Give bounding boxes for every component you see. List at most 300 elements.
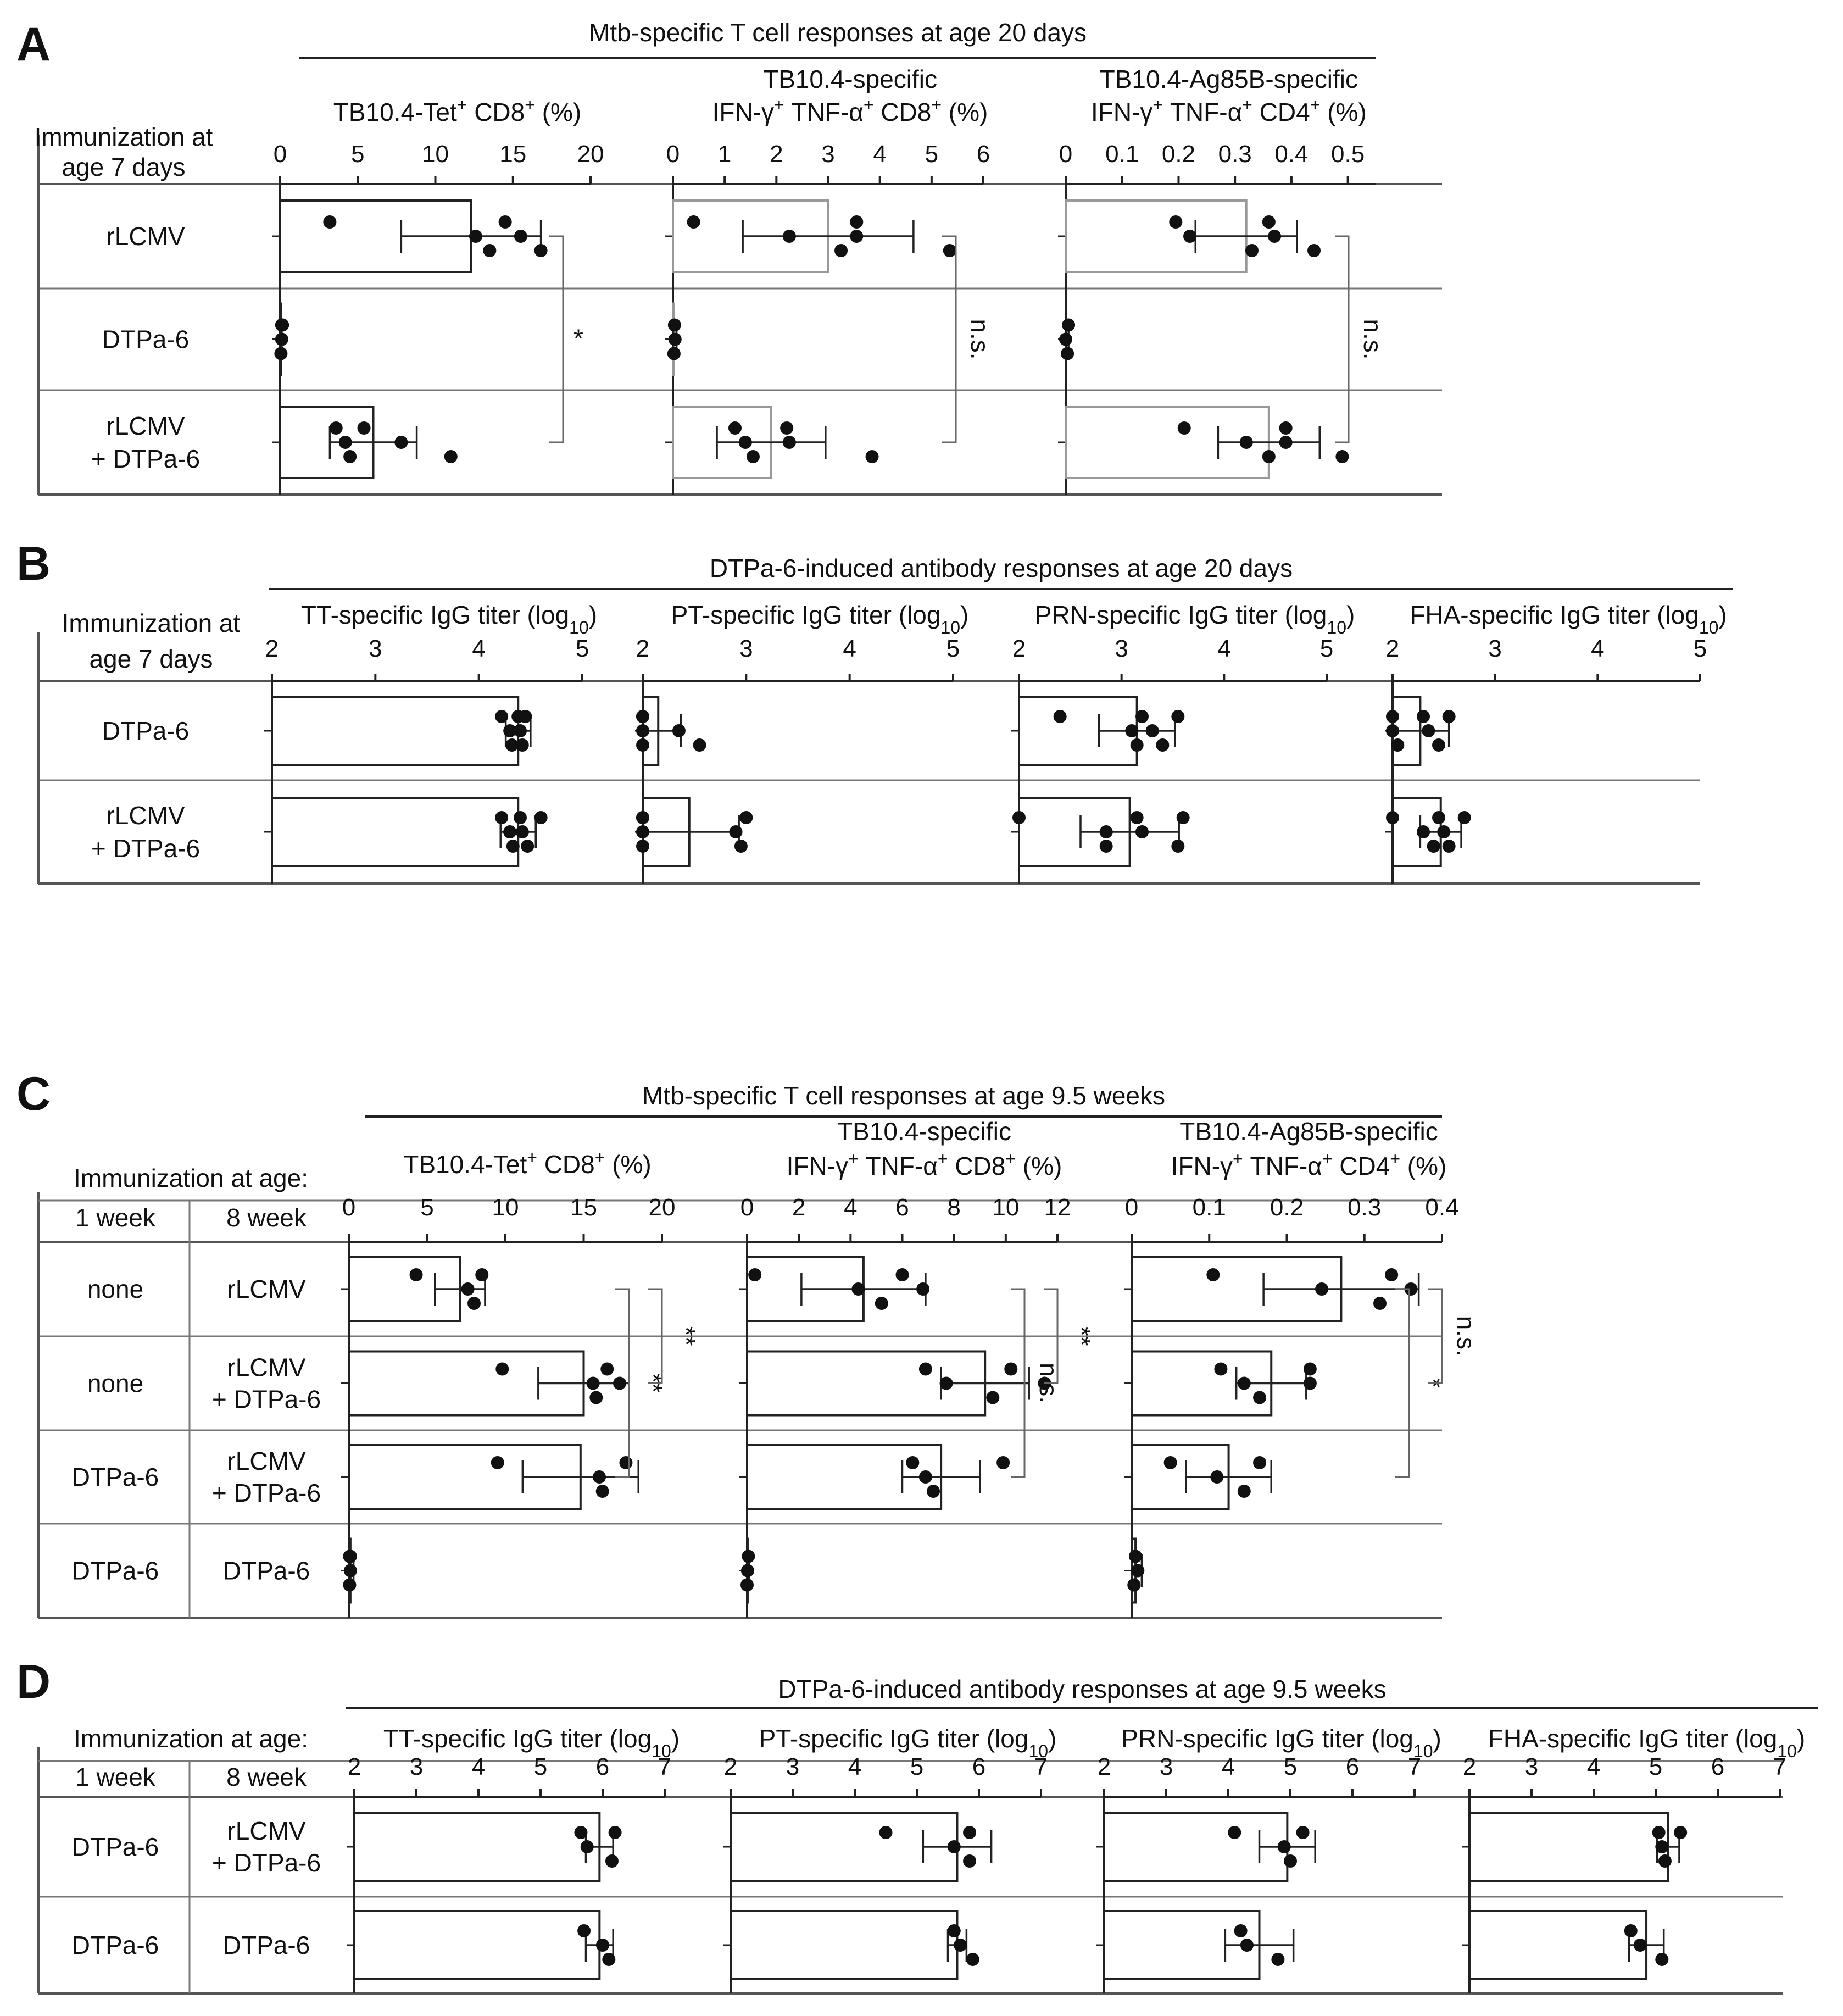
data-point <box>747 450 760 463</box>
x-tick-label: 5 <box>946 635 960 662</box>
data-point <box>672 724 686 737</box>
data-point <box>636 738 649 752</box>
label-superscript: + <box>456 95 467 115</box>
data-point <box>739 811 753 824</box>
col-header-2: 8 week <box>226 1763 307 1791</box>
data-point <box>669 333 682 346</box>
label-subscript: 10 <box>569 618 589 637</box>
data-point <box>1304 1363 1317 1376</box>
data-point <box>748 1268 761 1281</box>
data-point <box>1658 1854 1672 1868</box>
label-fragment: TB10.4-specific <box>762 65 938 93</box>
label-subscript: 10 <box>940 618 961 637</box>
x-tick-label: 15 <box>570 1194 597 1221</box>
label-fragment: (%) <box>1016 1152 1062 1180</box>
data-point <box>1127 1579 1140 1592</box>
x-tick-label: 0.5 <box>1331 141 1365 168</box>
label-subscript: 10 <box>1699 618 1719 637</box>
x-tick-label: 8 <box>947 1194 961 1221</box>
data-point <box>503 825 516 838</box>
x-tick-label: 3 <box>409 1753 424 1780</box>
data-point <box>581 1840 594 1853</box>
data-point <box>687 215 700 229</box>
label-superscript: + <box>1242 95 1252 115</box>
data-point <box>1262 450 1276 463</box>
data-point <box>339 436 352 449</box>
data-point <box>834 244 848 257</box>
data-point <box>636 724 649 737</box>
bar <box>354 1911 599 1979</box>
axis-label <box>1410 601 1727 637</box>
label-fragment: IFN-γ <box>712 98 775 126</box>
data-point <box>1304 1377 1317 1390</box>
x-tick-label: 2 <box>770 141 783 168</box>
label-fragment: TB10.4-Ag85B-specific <box>1179 1117 1438 1146</box>
x-tick-label: 4 <box>472 635 486 662</box>
data-point <box>963 1854 976 1868</box>
x-tick-label: 5 <box>420 1194 434 1221</box>
bar <box>272 798 518 866</box>
data-point <box>906 1456 919 1469</box>
data-point <box>740 1579 754 1592</box>
data-point <box>667 347 681 360</box>
data-point <box>916 1282 929 1296</box>
data-point <box>1178 421 1191 435</box>
label-fragment: TNF-α <box>1243 1152 1322 1180</box>
data-point <box>1234 1924 1248 1937</box>
label-fragment: TB10.4-Tet <box>403 1150 527 1179</box>
significance-bracket <box>1395 1289 1409 1477</box>
data-point <box>596 1939 609 1952</box>
data-point <box>323 215 336 229</box>
data-point <box>343 1579 356 1592</box>
x-tick-label: 3 <box>1524 1753 1539 1780</box>
x-tick-label: 3 <box>1159 1753 1173 1780</box>
significance-label: ** <box>1067 1326 1096 1346</box>
data-point <box>734 840 748 853</box>
bar <box>1469 1813 1668 1881</box>
data-point <box>596 1485 609 1498</box>
label-fragment: ) <box>1718 601 1727 629</box>
bar <box>1469 1911 1646 1979</box>
data-point <box>467 1297 481 1310</box>
label-superscript: + <box>1005 1149 1016 1169</box>
data-point <box>986 1391 999 1404</box>
data-point <box>742 1550 755 1563</box>
x-tick-label: 5 <box>925 141 939 168</box>
label-fragment: IFN-γ <box>1090 98 1153 126</box>
group-label-col2: rLCMV <box>227 1447 306 1475</box>
panel-letter: D <box>16 1656 51 1708</box>
panel-letter: A <box>16 18 51 71</box>
x-tick-label: 6 <box>595 1753 610 1780</box>
row-header-title: Immunization at age: <box>73 1164 309 1192</box>
label-fragment: ) <box>1796 1724 1806 1753</box>
group-label-col1: DTPa-6 <box>71 1931 159 1959</box>
label-subscript: 10 <box>1777 1741 1797 1761</box>
x-tick-label: 2 <box>1462 1753 1477 1780</box>
data-point <box>879 1826 893 1839</box>
label-fragment: IFN-γ <box>1171 1152 1233 1180</box>
label-fragment: ) <box>960 601 969 629</box>
data-point <box>1100 825 1113 838</box>
x-tick-label: 2 <box>1012 635 1026 662</box>
x-tick-label: 0.4 <box>1274 141 1309 168</box>
data-point <box>943 244 956 257</box>
label-superscript: + <box>774 95 784 115</box>
data-point <box>495 710 508 723</box>
label-fragment: (%) <box>942 98 988 126</box>
x-tick-label: 4 <box>843 635 856 662</box>
data-point <box>514 811 527 824</box>
x-tick-label: 5 <box>1693 635 1707 662</box>
data-point <box>1062 319 1075 332</box>
data-point <box>1131 811 1144 824</box>
data-point <box>1655 1953 1668 1966</box>
x-tick-label: 7 <box>658 1753 672 1780</box>
panel-title: Mtb-specific T cell responses at age 20 days <box>589 18 1087 47</box>
data-point <box>1655 1840 1668 1853</box>
x-tick-label: 5 <box>1319 635 1334 662</box>
data-point <box>1177 811 1190 824</box>
data-point <box>1156 738 1169 752</box>
data-point <box>602 1953 615 1966</box>
label-fragment: TT-specific IgG titer (log <box>383 1724 652 1753</box>
data-point <box>1268 230 1281 243</box>
data-point <box>1279 421 1293 435</box>
label-fragment: CD8 <box>467 98 525 126</box>
data-point <box>1171 840 1184 853</box>
label-subscript: 10 <box>652 1741 671 1761</box>
bar <box>354 1813 599 1881</box>
x-tick-label: 2 <box>636 635 650 662</box>
x-tick-label: 2 <box>265 635 279 662</box>
x-tick-label: 3 <box>821 141 835 168</box>
data-point <box>850 230 863 243</box>
x-tick-label: 0.1 <box>1105 141 1139 168</box>
data-point <box>577 1924 591 1937</box>
data-point <box>1417 825 1430 838</box>
significance-label: * <box>573 324 583 353</box>
x-tick-label: 2 <box>792 1194 806 1221</box>
group-label: rLCMV <box>106 801 185 830</box>
data-point <box>343 450 357 463</box>
panel-letter: C <box>16 1068 51 1120</box>
label-fragment: TNF-α <box>858 1152 938 1180</box>
group-label-col2: rLCMV <box>227 1275 306 1303</box>
data-point <box>1012 811 1026 824</box>
data-point <box>1253 1391 1266 1404</box>
axis-label <box>403 1147 652 1179</box>
label-fragment: TNF-α <box>784 98 864 126</box>
label-fragment: TT-specific IgG titer (log <box>300 601 570 629</box>
data-point <box>499 215 512 229</box>
group-label: rLCMV <box>106 412 185 440</box>
group-label: + DTPa-6 <box>91 834 201 863</box>
data-point <box>1169 215 1182 229</box>
significance-label: n.s. <box>966 319 994 360</box>
label-fragment: (%) <box>534 98 582 126</box>
x-tick-label: 4 <box>1586 1753 1601 1780</box>
axis-label <box>333 95 582 126</box>
data-point <box>948 1924 961 1937</box>
significance-label: ** <box>639 1373 667 1393</box>
label-superscript: + <box>1310 95 1321 115</box>
group-label: rLCMV <box>106 222 185 251</box>
x-tick-label: 0.2 <box>1161 141 1196 168</box>
data-point <box>1624 1924 1638 1937</box>
label-superscript: + <box>1233 1149 1243 1169</box>
x-tick-label: 10 <box>492 1194 519 1221</box>
axis-label <box>383 1724 680 1761</box>
data-point <box>593 1470 606 1484</box>
data-point <box>1206 1268 1220 1281</box>
data-point <box>636 811 649 824</box>
data-point <box>948 1840 961 1853</box>
data-point <box>963 1826 976 1839</box>
data-point <box>1385 1268 1398 1281</box>
data-point <box>358 421 371 435</box>
x-tick-label: 4 <box>471 1753 486 1780</box>
data-point <box>609 1826 622 1839</box>
data-point <box>444 450 458 463</box>
axis-label <box>787 1149 1062 1180</box>
data-point <box>589 1391 603 1404</box>
data-point <box>636 840 649 853</box>
data-point <box>1135 710 1149 723</box>
group-label-col1: none <box>87 1369 144 1398</box>
label-superscript: + <box>1322 1149 1333 1169</box>
data-point <box>1422 724 1435 737</box>
data-point <box>514 724 527 737</box>
data-point <box>1386 811 1399 824</box>
axis-label <box>759 1724 1057 1761</box>
x-tick-label: 5 <box>1283 1753 1298 1780</box>
label-fragment: TB10.4-specific <box>837 1117 1012 1146</box>
data-point <box>1391 738 1404 752</box>
data-point <box>274 347 287 360</box>
data-point <box>741 1564 754 1578</box>
data-point <box>966 1953 979 1966</box>
data-point <box>919 1363 932 1376</box>
group-label-col2: + DTPa-6 <box>211 1479 321 1507</box>
x-tick-label: 6 <box>972 1753 986 1780</box>
label-fragment: ) <box>1346 601 1355 629</box>
bar <box>272 697 518 765</box>
label-superscript: + <box>527 1147 537 1167</box>
x-tick-label: 0.1 <box>1192 1194 1226 1221</box>
data-point <box>1652 1826 1666 1839</box>
data-point <box>851 1282 865 1296</box>
row-header-title: Immunization at age: <box>73 1724 309 1753</box>
label-fragment: PT-specific IgG titer (log <box>671 601 941 629</box>
x-tick-label: 4 <box>1591 635 1605 662</box>
label-fragment: FHA-specific IgG titer (log <box>1410 601 1699 629</box>
data-point <box>783 436 796 449</box>
data-point <box>344 1564 357 1578</box>
data-point <box>521 840 534 853</box>
data-point <box>495 1363 509 1376</box>
row-header-line: Immunization at <box>62 609 241 637</box>
data-point <box>1262 215 1276 229</box>
x-tick-label: 3 <box>739 635 753 662</box>
data-point <box>1279 436 1293 449</box>
axis-label <box>1179 1117 1438 1146</box>
x-tick-label: 20 <box>577 141 604 168</box>
data-point <box>475 1268 488 1281</box>
data-point <box>1427 840 1440 853</box>
data-point <box>919 1470 932 1484</box>
label-fragment: CD4 <box>1252 98 1310 126</box>
data-point <box>514 230 527 243</box>
group-label-col2: DTPa-6 <box>222 1556 310 1585</box>
data-point <box>1210 1470 1223 1484</box>
data-point <box>1214 1363 1227 1376</box>
data-point <box>1443 710 1456 723</box>
data-point <box>1171 710 1184 723</box>
group-label-col2: rLCMV <box>227 1353 306 1382</box>
label-fragment: CD8 <box>537 1150 595 1179</box>
col-header-2: 8 week <box>226 1203 307 1232</box>
data-point <box>1432 738 1445 752</box>
data-point <box>728 421 742 435</box>
data-point <box>1373 1297 1387 1310</box>
label-fragment: ) <box>588 601 598 629</box>
x-tick-label: 0 <box>666 141 680 168</box>
data-point <box>1240 1939 1254 1952</box>
label-fragment: TB10.4-Ag85B-specific <box>1099 65 1358 93</box>
x-tick-label: 0.2 <box>1270 1194 1304 1221</box>
data-point <box>1164 1456 1177 1469</box>
data-point <box>410 1268 423 1281</box>
label-superscript: + <box>594 1147 605 1167</box>
data-point <box>866 450 879 463</box>
group-label-col2: rLCMV <box>227 1817 306 1845</box>
axis-label <box>671 601 969 637</box>
data-point <box>1271 1953 1284 1966</box>
data-point <box>1004 1363 1017 1376</box>
panel-title: Mtb-specific T cell responses at age 9.5 weeks <box>642 1081 1165 1110</box>
data-point <box>519 710 532 723</box>
label-subscript: 10 <box>1413 1741 1433 1761</box>
x-tick-label: 4 <box>1217 635 1231 662</box>
x-tick-label: 12 <box>1044 1194 1071 1221</box>
row-header-line: age 7 days <box>89 645 213 673</box>
col-header-1: 1 week <box>75 1203 155 1232</box>
data-point <box>516 738 529 752</box>
data-point <box>1417 710 1430 723</box>
label-fragment: CD8 <box>873 98 932 126</box>
data-point <box>1315 1282 1328 1296</box>
panel-title: DTPa-6-induced antibody responses at age 9.5 weeks <box>778 1675 1387 1703</box>
x-tick-label: 2 <box>723 1753 738 1780</box>
label-fragment: ) <box>1048 1724 1057 1753</box>
label-fragment: TNF-α <box>1163 98 1243 126</box>
data-point <box>1437 825 1450 838</box>
data-point <box>1386 724 1399 737</box>
axis-label <box>763 65 937 93</box>
x-tick-label: 6 <box>976 141 990 168</box>
axis-label <box>301 601 597 637</box>
x-tick-label: 10 <box>422 141 449 168</box>
x-tick-label: 6 <box>895 1194 909 1221</box>
x-tick-label: 3 <box>786 1753 800 1780</box>
x-tick-label: 5 <box>1649 1753 1663 1780</box>
data-point <box>469 230 482 243</box>
x-tick-label: 3 <box>1115 635 1128 662</box>
group-label-col1: none <box>87 1275 144 1303</box>
group-label: DTPa-6 <box>102 325 190 354</box>
data-point <box>954 1939 967 1952</box>
data-point <box>394 436 408 449</box>
x-tick-label: 0.3 <box>1348 1194 1382 1221</box>
x-tick-label: 15 <box>499 141 527 168</box>
data-point <box>693 738 706 752</box>
x-tick-label: 2 <box>1097 1753 1111 1780</box>
x-tick-label: 5 <box>351 141 365 168</box>
label-subscript: 10 <box>1327 618 1346 637</box>
group-label-col2: + DTPa-6 <box>211 1848 321 1877</box>
group-label: DTPa-6 <box>102 717 190 745</box>
data-point <box>1183 230 1196 243</box>
label-superscript: + <box>937 1149 948 1169</box>
data-point <box>1059 333 1072 346</box>
data-point <box>996 1456 1010 1469</box>
data-point <box>1228 1826 1241 1839</box>
row-header-line: Immunization at <box>34 123 213 151</box>
data-point <box>1296 1826 1310 1839</box>
x-tick-label: 4 <box>844 1194 858 1221</box>
label-superscript: + <box>1152 95 1163 115</box>
significance-bracket <box>1335 236 1349 442</box>
data-point <box>1284 1854 1297 1868</box>
data-point <box>491 1456 504 1469</box>
significance-label: n.s. <box>1452 1315 1480 1357</box>
x-tick-label: 5 <box>575 635 589 662</box>
data-point <box>600 1363 614 1376</box>
data-point <box>783 230 796 243</box>
data-point <box>534 244 548 257</box>
data-point <box>275 333 288 346</box>
panel-title: DTPa-6-induced antibody responses at age 20 days <box>709 554 1293 582</box>
data-point <box>940 1377 953 1390</box>
x-tick-label: 7 <box>1773 1753 1787 1780</box>
significance-bracket <box>942 236 956 442</box>
x-tick-label: 3 <box>1488 635 1502 662</box>
col-header-1: 1 week <box>75 1763 155 1791</box>
data-point <box>1054 710 1067 723</box>
x-tick-label: 10 <box>992 1194 1020 1221</box>
label-fragment: TB10.4-Tet <box>333 98 457 126</box>
label-superscript: + <box>525 95 535 115</box>
bar <box>731 1911 957 1979</box>
label-fragment: (%) <box>605 1150 652 1179</box>
group-label-col1: DTPa-6 <box>71 1556 159 1585</box>
x-tick-label: 0 <box>740 1194 754 1221</box>
data-point <box>1458 811 1471 824</box>
group-label-col1: DTPa-6 <box>71 1832 159 1861</box>
x-tick-label: 0 <box>1059 141 1073 168</box>
data-point <box>276 319 289 332</box>
data-point <box>780 421 793 435</box>
data-point <box>495 811 508 824</box>
data-point <box>1240 436 1253 449</box>
label-subscript: 10 <box>1028 1741 1049 1761</box>
data-point <box>534 811 548 824</box>
data-point <box>587 1377 600 1390</box>
data-point <box>619 1456 632 1469</box>
x-tick-label: 3 <box>369 635 382 662</box>
